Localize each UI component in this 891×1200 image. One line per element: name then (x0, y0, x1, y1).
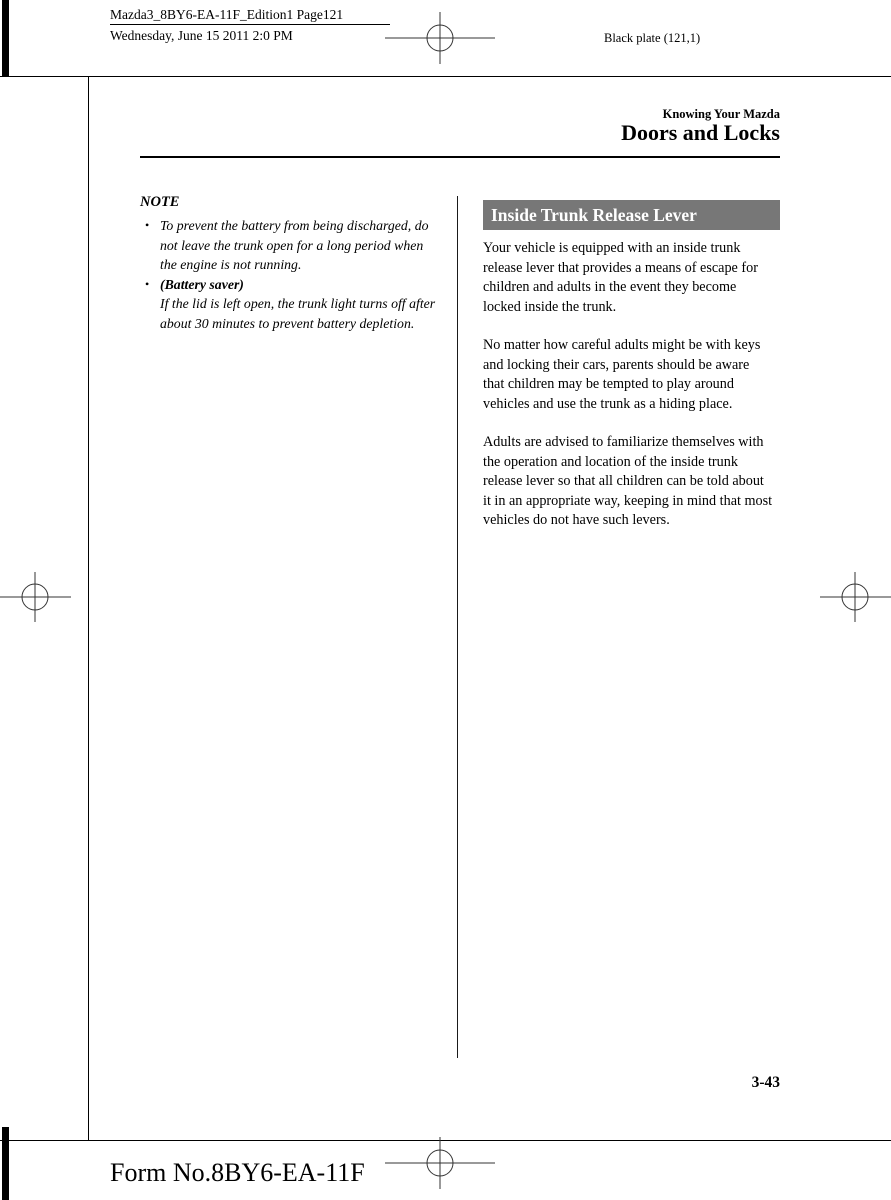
body-paragraph: Adults are advised to familiarize themselves with the operation and location of the inside trunk release lever so that all children can be told about it in an appropriate way, keeping in mind that most vehicles do not have such levers. (483, 434, 773, 528)
right-column (483, 200, 780, 550)
registration-mark-icon (0, 572, 71, 622)
print-header (110, 6, 390, 44)
body-paragraph: Your vehicle is equipped with an inside trunk release lever that provides a means of escape for children and adults in the event they become locked inside the trunk. (483, 240, 758, 315)
bleed-mark-bottom (2, 1127, 9, 1200)
column-divider (457, 196, 458, 1058)
section-heading: Inside Trunk Release Lever (483, 200, 780, 230)
registration-mark-icon (385, 10, 495, 66)
bullet-icon: • (145, 218, 150, 232)
top-trim-rule (0, 76, 891, 77)
note-item-lead: (Battery saver) (160, 276, 244, 292)
note-list (140, 216, 440, 333)
file-info: Mazda3_8BY6-EA-11F_Edition1 Page121 (110, 6, 390, 25)
title-rule (140, 156, 780, 158)
body-paragraph: No matter how careful adults might be with keys and locking their cars, parents should be aware that children may be tempted to play around vehicles and use the trunk as a hiding place. (483, 337, 761, 412)
left-column (140, 194, 440, 333)
registration-mark-icon (385, 1135, 495, 1191)
note-title: NOTE (140, 194, 180, 210)
registration-mark-icon (820, 572, 891, 622)
left-trim-rule (88, 76, 89, 1140)
note-item-text: To prevent the battery from being discharged, do not leave the trunk open for a long period when the engine is not running. (160, 218, 429, 272)
print-date: Wednesday, June 15 2011 2:0 PM (110, 28, 293, 43)
page-number: 3-43 (751, 1074, 780, 1091)
note-item (140, 216, 440, 275)
bleed-mark-top (2, 0, 9, 76)
section-label: Knowing Your Mazda (662, 107, 780, 121)
bullet-icon: • (145, 276, 150, 291)
note-item (140, 275, 440, 334)
plate-label: Black plate (121,1) (604, 31, 701, 45)
note-item-text: If the lid is left open, the trunk light turns off after about 30 minutes to prevent battery depletion. (160, 296, 436, 331)
chapter-title: Doors and Locks (621, 120, 780, 145)
form-number: Form No.8BY6-EA-11F (110, 1158, 365, 1187)
